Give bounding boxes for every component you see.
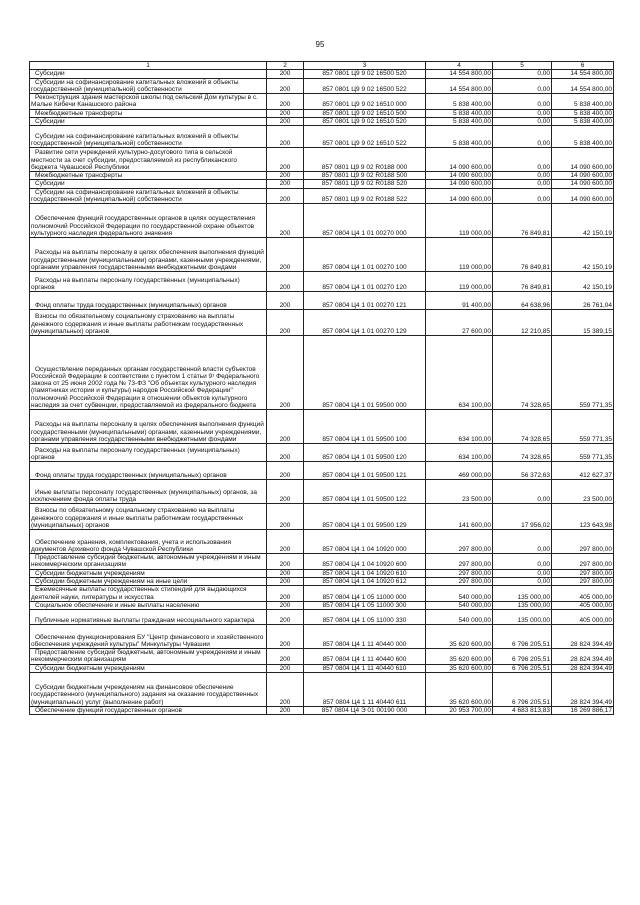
row-name-cell: Обеспечение функций государственных органов в целях осуществления полномочий Российской Федерации по государственной охране объектов культурного наследия федерального значения	[30, 204, 267, 238]
row-plan-cell: 5 838 400,00	[426, 126, 493, 148]
row-code-cell: 857 0804 Ц4 1 05 11000 330	[304, 610, 426, 625]
column-header: 1	[30, 62, 267, 70]
row-executed-cell: 74 328,65	[493, 444, 552, 462]
row-column-2-cell: 200	[267, 109, 304, 117]
row-remaining-cell: 297 800,00	[552, 569, 614, 577]
row-executed-cell: 0,00	[493, 188, 552, 204]
table-row	[30, 310, 614, 336]
table-row	[30, 649, 614, 665]
table-row	[30, 172, 614, 180]
row-column-2-cell: 200	[267, 706, 304, 714]
row-code-cell: 857 0804 Ц4 1 04 10920 000	[304, 530, 426, 554]
row-executed-cell: 56 372,63	[493, 462, 552, 480]
row-executed-cell: 6 796 205,51	[493, 664, 552, 672]
row-plan-cell: 141 600,00	[426, 504, 493, 530]
row-code-cell: 857 0801 Ц9 9 02 16510 522	[304, 126, 426, 148]
row-column-2-cell: 200	[267, 444, 304, 462]
row-code-cell: 857 0804 Ц4 1 11 40440 611	[304, 672, 426, 706]
table-row	[30, 504, 614, 530]
row-remaining-cell: 559 771,35	[552, 336, 614, 410]
row-remaining-cell: 15 389,15	[552, 310, 614, 336]
row-name-cell: Социальное обеспечение и иные выплаты населению	[30, 601, 267, 609]
row-executed-cell: 74 328,65	[493, 410, 552, 444]
row-column-2-cell: 200	[267, 569, 304, 577]
row-executed-cell: 0,00	[493, 117, 552, 125]
table-row	[30, 238, 614, 272]
table-row	[30, 625, 614, 649]
row-plan-cell: 469 000,00	[426, 462, 493, 480]
row-plan-cell: 297 800,00	[426, 530, 493, 554]
row-plan-cell: 540 000,00	[426, 586, 493, 602]
row-plan-cell: 14 090 600,00	[426, 148, 493, 172]
row-column-2-cell: 200	[267, 180, 304, 188]
row-plan-cell: 35 620 600,00	[426, 649, 493, 665]
row-executed-cell: 6 796 205,51	[493, 672, 552, 706]
row-executed-cell: 0,00	[493, 569, 552, 577]
row-executed-cell: 17 956,02	[493, 504, 552, 530]
row-executed-cell: 64 638,96	[493, 292, 552, 310]
row-code-cell: 857 0804 Ц4 1 11 40440 000	[304, 625, 426, 649]
row-plan-cell: 634 100,00	[426, 444, 493, 462]
row-code-cell: 857 0801 Ц9 9 02 R0188 522	[304, 188, 426, 204]
row-plan-cell: 14 090 600,00	[426, 180, 493, 188]
row-column-2-cell: 200	[267, 272, 304, 292]
row-plan-cell: 14 090 600,00	[426, 188, 493, 204]
table-row	[30, 577, 614, 585]
row-remaining-cell: 23 500,00	[552, 480, 614, 504]
row-remaining-cell: 123 643,98	[552, 504, 614, 530]
row-column-2-cell: 200	[267, 188, 304, 204]
row-code-cell: 857 0804 Ц4 1 01 00270 121	[304, 292, 426, 310]
row-name-cell: Субсидии	[30, 70, 267, 78]
table-row	[30, 706, 614, 714]
row-code-cell: 857 0804 Ц4 1 01 59500 122	[304, 480, 426, 504]
row-code-cell: 857 0804 Ц4 1 01 00270 100	[304, 238, 426, 272]
row-plan-cell: 119 000,00	[426, 204, 493, 238]
table-row	[30, 292, 614, 310]
table-row	[30, 530, 614, 554]
row-name-cell: Реконструкция здания мастерской школы под сельский Дом культуры в с. Малые Кибечи Канашского района	[30, 94, 267, 110]
row-remaining-cell: 5 838 400,00	[552, 94, 614, 110]
row-name-cell: Расходы на выплаты персоналу в целях обеспечения выполнения функций государственными (муниципальными) органами, казенными учреждениями, органами управления государственными внебюджетными фондами	[30, 238, 267, 272]
row-code-cell: 857 0804 Ц4 1 01 00270 120	[304, 272, 426, 292]
table-row	[30, 109, 614, 117]
row-code-cell: 857 0804 Ц4 1 05 11000 000	[304, 586, 426, 602]
row-code-cell: 857 0801 Ц9 9 02 16500 520	[304, 70, 426, 78]
column-header: 4	[426, 62, 493, 70]
row-name-cell: Предоставление субсидий бюджетным, автономным учреждениям и иным некоммерческим организациям	[30, 554, 267, 570]
page-number: 95	[315, 40, 325, 49]
row-remaining-cell: 405 000,00	[552, 610, 614, 625]
row-column-2-cell: 200	[267, 577, 304, 585]
table-row	[30, 601, 614, 609]
row-name-cell: Взносы по обязательному социальному страхованию на выплаты денежного содержания и иные выплаты работникам государственных (муниципальных) органов	[30, 504, 267, 530]
row-column-2-cell: 200	[267, 148, 304, 172]
row-executed-cell: 12 210,85	[493, 310, 552, 336]
row-name-cell: Субсидии	[30, 180, 267, 188]
row-code-cell: 857 0804 Ц4 1 04 10920 610	[304, 569, 426, 577]
row-executed-cell: 76 849,81	[493, 272, 552, 292]
table-row	[30, 569, 614, 577]
row-code-cell: 857 0804 Ц4 1 01 59500 000	[304, 336, 426, 410]
table-row	[30, 610, 614, 625]
row-column-2-cell: 200	[267, 117, 304, 125]
row-code-cell: 857 0804 Ц4 1 01 00270 000	[304, 204, 426, 238]
row-executed-cell: 6 796 205,51	[493, 649, 552, 665]
row-column-2-cell: 200	[267, 94, 304, 110]
table-row	[30, 180, 614, 188]
row-column-2-cell: 200	[267, 78, 304, 94]
row-plan-cell: 540 000,00	[426, 601, 493, 609]
row-name-cell: Предоставление субсидий бюджетным, автономным учреждениям и иным некоммерческим организациям	[30, 649, 267, 665]
row-code-cell: 857 0804 Ц4 1 01 59500 100	[304, 410, 426, 444]
row-name-cell: Обеспечение хранения, комплектования, учета и использования документов Архивного фонда Чувашской Республики	[30, 530, 267, 554]
table-row	[30, 462, 614, 480]
row-remaining-cell: 559 771,35	[552, 410, 614, 444]
row-remaining-cell: 14 090 600,00	[552, 188, 614, 204]
row-executed-cell: 0,00	[493, 180, 552, 188]
row-column-2-cell: 200	[267, 664, 304, 672]
table-row	[30, 70, 614, 78]
row-executed-cell: 0,00	[493, 480, 552, 504]
row-executed-cell: 135 000,00	[493, 586, 552, 602]
row-remaining-cell: 14 090 600,00	[552, 172, 614, 180]
row-remaining-cell: 42 150,19	[552, 204, 614, 238]
row-plan-cell: 27 600,00	[426, 310, 493, 336]
table-row	[30, 672, 614, 706]
row-executed-cell: 0,00	[493, 78, 552, 94]
row-column-2-cell: 200	[267, 310, 304, 336]
row-column-2-cell: 200	[267, 480, 304, 504]
row-remaining-cell: 297 800,00	[552, 554, 614, 570]
row-name-cell: Субсидии на софинансирование капитальных вложений в объекты государственной (муниципальной) собственности	[30, 126, 267, 148]
row-column-2-cell: 200	[267, 672, 304, 706]
row-name-cell: Иные выплаты персоналу государственных (муниципальных) органов, за исключением фонда оплаты труда	[30, 480, 267, 504]
row-remaining-cell: 26 761,04	[552, 292, 614, 310]
row-code-cell: 857 0801 Ц9 9 02 16510 520	[304, 117, 426, 125]
row-remaining-cell: 559 771,35	[552, 444, 614, 462]
row-remaining-cell: 14 554 800,00	[552, 70, 614, 78]
row-remaining-cell: 405 000,00	[552, 586, 614, 602]
row-executed-cell: 0,00	[493, 172, 552, 180]
table-row	[30, 586, 614, 602]
row-name-cell: Развитие сети учреждений культурно-досугового типа в сельской местности за счет субсидии, предоставляемой из республиканского бюджета Чувашской Республики	[30, 148, 267, 172]
table-row	[30, 444, 614, 462]
row-code-cell: 857 0804 Ц4 1 11 40440 600	[304, 649, 426, 665]
row-column-2-cell: 200	[267, 625, 304, 649]
row-remaining-cell: 297 800,00	[552, 530, 614, 554]
row-plan-cell: 91 400,00	[426, 292, 493, 310]
row-remaining-cell: 14 554 800,00	[552, 78, 614, 94]
row-remaining-cell: 5 838 400,00	[552, 109, 614, 117]
row-name-cell: Расходы на выплаты персоналу государственных (муниципальных) органов	[30, 444, 267, 462]
row-name-cell: Фонд оплаты труда государственных (муниципальных) органов	[30, 462, 267, 480]
row-remaining-cell: 412 627,37	[552, 462, 614, 480]
row-code-cell: 857 0801 Ц9 9 02 R0188 500	[304, 172, 426, 180]
row-executed-cell: 4 683 813,83	[493, 706, 552, 714]
row-name-cell: Субсидии	[30, 117, 267, 125]
row-executed-cell: 0,00	[493, 109, 552, 117]
row-remaining-cell: 14 090 600,00	[552, 148, 614, 172]
row-plan-cell: 119 000,00	[426, 238, 493, 272]
header-row	[30, 62, 614, 70]
row-name-cell: Взносы по обязательному социальному страхованию на выплаты денежного содержания и иные выплаты работникам государственных (муниципальных) органов	[30, 310, 267, 336]
column-header: 3	[304, 62, 426, 70]
row-plan-cell: 5 838 400,00	[426, 109, 493, 117]
row-remaining-cell: 28 824 394,49	[552, 625, 614, 649]
row-column-2-cell: 200	[267, 462, 304, 480]
table-row	[30, 664, 614, 672]
row-name-cell: Субсидии бюджетным учреждениям	[30, 569, 267, 577]
row-code-cell: 857 0804 Ц4 1 11 40440 610	[304, 664, 426, 672]
row-plan-cell: 119 000,00	[426, 272, 493, 292]
row-code-cell: 857 0804 Ц4 1 04 10920 612	[304, 577, 426, 585]
row-column-2-cell: 200	[267, 336, 304, 410]
row-remaining-cell: 42 150,19	[552, 238, 614, 272]
row-name-cell: Субсидии на софинансирование капитальных вложений в объекты государственной (муниципальной) собственности	[30, 188, 267, 204]
row-plan-cell: 35 620 600,00	[426, 672, 493, 706]
row-column-2-cell: 200	[267, 126, 304, 148]
row-plan-cell: 297 800,00	[426, 554, 493, 570]
row-remaining-cell: 28 824 394,49	[552, 664, 614, 672]
row-code-cell: 857 0804 Ц4 1 01 59500 129	[304, 504, 426, 530]
row-code-cell: 857 0804 Ц4 1 05 11000 300	[304, 601, 426, 609]
row-executed-cell: 135 000,00	[493, 610, 552, 625]
row-code-cell: 857 0804 Ц4 1 01 00270 129	[304, 310, 426, 336]
row-column-2-cell: 200	[267, 292, 304, 310]
table-row	[30, 204, 614, 238]
row-plan-cell: 297 800,00	[426, 577, 493, 585]
row-name-cell: Межбюджетные трансферты	[30, 172, 267, 180]
row-code-cell: 857 0804 Ц4 1 01 59500 120	[304, 444, 426, 462]
table-row	[30, 410, 614, 444]
row-plan-cell: 14 554 800,00	[426, 70, 493, 78]
budget-table	[29, 61, 614, 715]
row-executed-cell: 0,00	[493, 70, 552, 78]
row-code-cell: 857 0801 Ц9 9 02 R0188 520	[304, 180, 426, 188]
table-row	[30, 94, 614, 110]
row-column-2-cell: 200	[267, 504, 304, 530]
row-plan-cell: 297 800,00	[426, 569, 493, 577]
row-name-cell: Субсидии бюджетным учреждениям на иные цели	[30, 577, 267, 585]
row-executed-cell: 76 849,81	[493, 204, 552, 238]
row-plan-cell: 5 838 400,00	[426, 94, 493, 110]
row-column-2-cell: 200	[267, 238, 304, 272]
row-column-2-cell: 200	[267, 610, 304, 625]
row-remaining-cell: 28 824 394,49	[552, 672, 614, 706]
row-column-2-cell: 200	[267, 554, 304, 570]
row-name-cell: Субсидии бюджетным учреждениям на финансовое обеспечение государственного (муниципального) задания на оказание государственных (муниципальных) услуг (выполнение работ)	[30, 672, 267, 706]
column-header: 5	[493, 62, 552, 70]
row-executed-cell: 74 328,65	[493, 336, 552, 410]
row-executed-cell: 0,00	[493, 530, 552, 554]
row-name-cell: Ежемесячные выплаты государственных стипендий для выдающихся деятелей науки, литературы и искусства	[30, 586, 267, 602]
row-column-2-cell: 200	[267, 70, 304, 78]
column-header: 2	[267, 62, 304, 70]
row-column-2-cell: 200	[267, 204, 304, 238]
table-row	[30, 188, 614, 204]
row-plan-cell: 5 838 400,00	[426, 117, 493, 125]
row-name-cell: Субсидии на софинансирование капитальных вложений в объекты государственной (муниципальной) собственности	[30, 78, 267, 94]
row-column-2-cell: 200	[267, 586, 304, 602]
row-plan-cell: 23 500,00	[426, 480, 493, 504]
table-row	[30, 148, 614, 172]
row-code-cell: 857 0801 Ц9 9 02 16510 000	[304, 94, 426, 110]
row-plan-cell: 14 090 600,00	[426, 172, 493, 180]
row-remaining-cell: 14 090 600,00	[552, 180, 614, 188]
row-remaining-cell: 28 824 394,49	[552, 649, 614, 665]
table-row	[30, 117, 614, 125]
table-row	[30, 554, 614, 570]
row-code-cell: 857 0804 Ц4 1 04 10920 600	[304, 554, 426, 570]
row-remaining-cell: 5 838 400,00	[552, 126, 614, 148]
row-code-cell: 857 0804 Ц4 1 01 59500 121	[304, 462, 426, 480]
row-name-cell: Обеспечение функций государственных органов	[30, 706, 267, 714]
row-column-2-cell: 200	[267, 649, 304, 665]
column-header: 6	[552, 62, 614, 70]
row-executed-cell: 0,00	[493, 148, 552, 172]
row-executed-cell: 76 849,81	[493, 238, 552, 272]
row-column-2-cell: 200	[267, 172, 304, 180]
row-remaining-cell: 42 150,19	[552, 272, 614, 292]
row-executed-cell: 0,00	[493, 577, 552, 585]
row-remaining-cell: 5 838 400,00	[552, 117, 614, 125]
table-row	[30, 336, 614, 410]
row-plan-cell: 35 620 600,00	[426, 625, 493, 649]
table-row	[30, 480, 614, 504]
table-row	[30, 272, 614, 292]
row-column-2-cell: 200	[267, 530, 304, 554]
row-plan-cell: 634 100,00	[426, 410, 493, 444]
table-row	[30, 78, 614, 94]
row-executed-cell: 6 796 205,51	[493, 625, 552, 649]
row-plan-cell: 35 620 600,00	[426, 664, 493, 672]
row-name-cell: Межбюджетные трансферты	[30, 109, 267, 117]
row-plan-cell: 634 100,00	[426, 336, 493, 410]
row-name-cell: Расходы на выплаты персоналу в целях обеспечения выполнения функций государственными (муниципальными) органами, казенными учреждениями, органами управления государственными внебюджетными фондами	[30, 410, 267, 444]
row-name-cell: Публичные нормативные выплаты гражданам несоциального характера	[30, 610, 267, 625]
table-row	[30, 126, 614, 148]
row-code-cell: 857 0804 Ц4 Э 01 00190 000	[304, 706, 426, 714]
row-executed-cell: 0,00	[493, 554, 552, 570]
row-name-cell: Обеспечение функционирования БУ "Центр финансового и хозяйственного обеспечения учреждений культуры" Минкультуры Чувашии	[30, 625, 267, 649]
row-plan-cell: 14 554 800,00	[426, 78, 493, 94]
row-remaining-cell: 405 000,00	[552, 601, 614, 609]
row-code-cell: 857 0801 Ц9 9 02 R0188 000	[304, 148, 426, 172]
row-code-cell: 857 0801 Ц9 9 02 16510 500	[304, 109, 426, 117]
row-executed-cell: 135 000,00	[493, 601, 552, 609]
row-executed-cell: 0,00	[493, 94, 552, 110]
row-remaining-cell: 297 800,00	[552, 577, 614, 585]
row-code-cell: 857 0801 Ц9 9 02 16500 522	[304, 78, 426, 94]
row-remaining-cell: 16 269 886,17	[552, 706, 614, 714]
row-executed-cell: 0,00	[493, 126, 552, 148]
row-name-cell: Расходы на выплаты персоналу государственных (муниципальных) органов	[30, 272, 267, 292]
row-name-cell: Осуществление переданных органам государственной власти субъектов Российской Федерации в соответствии с пунктом 1 статьи 9¹ Федерального закона от 25 июня 2002 года № 73-ФЗ "Об объектах культурного наследия (памятниках истории и культуры) народов Российской Федерации" полномочий Российской Федерации в отношении объектов культурного наследия за счет субвенции, предоставляемой из федерального бюджета	[30, 336, 267, 410]
row-plan-cell: 20 953 700,00	[426, 706, 493, 714]
row-column-2-cell: 200	[267, 410, 304, 444]
row-plan-cell: 540 000,00	[426, 610, 493, 625]
row-name-cell: Субсидии бюджетным учреждениям	[30, 664, 267, 672]
row-column-2-cell: 200	[267, 601, 304, 609]
row-name-cell: Фонд оплаты труда государственных (муниципальных) органов	[30, 292, 267, 310]
